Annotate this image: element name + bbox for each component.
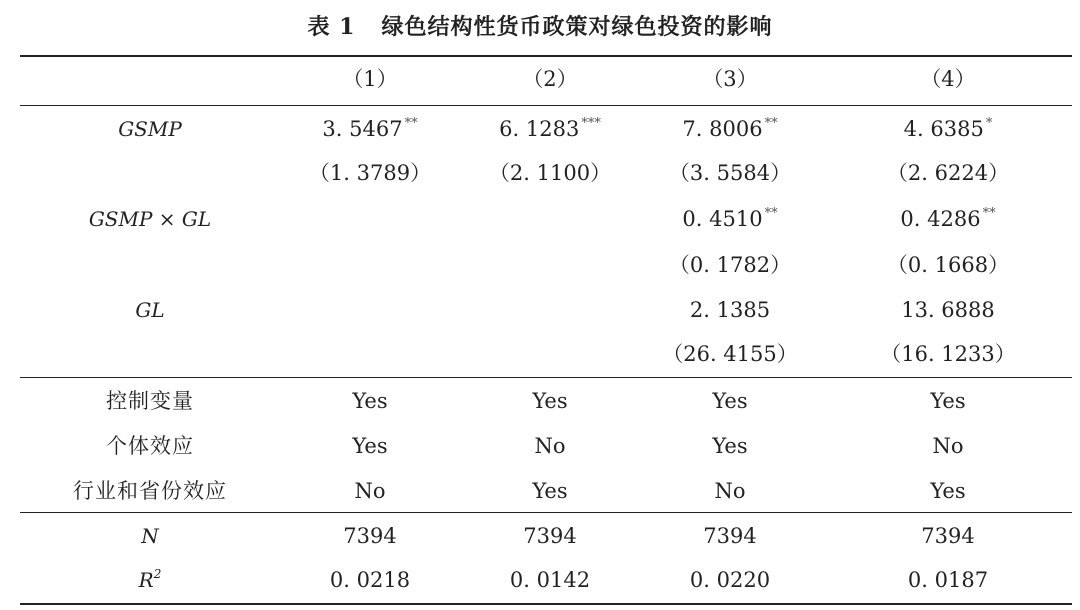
coef-cell: 0. 4286 **: [900, 206, 996, 231]
significance-stars: **: [764, 116, 778, 131]
std-error-cell: （26. 4155）: [662, 342, 798, 366]
coef-row-gl: [0, 288, 1080, 332]
table-title: 绿色结构性货币政策对绿色投资的影响: [381, 14, 773, 40]
std-error-cell: （0. 1668）: [886, 253, 1010, 277]
se-row-gsmp-gl: [0, 243, 1080, 287]
control-cell: Yes: [532, 389, 568, 413]
coef-cell: 13. 6888: [901, 298, 995, 322]
stat-cell: 7394: [523, 524, 577, 548]
table-number: 表 1: [307, 14, 356, 40]
coef-cell: [450, 288, 650, 332]
stat-cell: 0. 0187: [907, 568, 989, 592]
std-error-cell: [270, 332, 470, 376]
header-row: [0, 57, 1080, 101]
variable-label: GL: [135, 298, 165, 322]
column-header-2: （2）: [522, 67, 578, 91]
coef-row-gsmp-gl: [0, 197, 1080, 241]
std-error-cell: [270, 243, 470, 287]
stat-cell: 7394: [703, 524, 757, 548]
coef-cell: [270, 197, 470, 241]
column-header-4: （4）: [920, 67, 976, 91]
stat-cell: 0. 0220: [689, 568, 771, 592]
coef-cell: 3. 5467 **: [322, 116, 418, 141]
significance-stars: ***: [581, 116, 601, 131]
stats-rule: [20, 512, 1072, 513]
stat-cell: 0. 0218: [329, 568, 411, 592]
bottom-rule: [20, 603, 1072, 605]
control-row: [0, 379, 1080, 423]
superscript: 2: [153, 567, 162, 581]
significance-stars: **: [982, 206, 996, 221]
std-error-cell: （2. 1100）: [488, 161, 612, 185]
stat-row-r2: [0, 558, 1080, 602]
std-error-cell: [450, 243, 650, 287]
coef-row-gsmp: [0, 107, 1080, 151]
column-header-3: （3）: [702, 67, 758, 91]
significance-stars: **: [404, 116, 418, 131]
se-row-gsmp: [0, 151, 1080, 195]
control-cell: Yes: [930, 389, 966, 413]
control-cell: Yes: [352, 434, 388, 458]
stat-label: $R^2$: [138, 567, 162, 592]
coef-cell: [270, 288, 470, 332]
control-cell: Yes: [930, 479, 966, 503]
control-cell: Yes: [352, 389, 388, 413]
significance-stars: *: [985, 116, 993, 131]
control-label: 行业和省份效应: [73, 479, 227, 503]
column-header-1: （1）: [342, 67, 398, 91]
std-error-cell: （3. 5584）: [668, 161, 792, 185]
variable-label: GSMP × GL: [88, 207, 212, 231]
variable-label: GSMP: [118, 117, 182, 141]
stat-row-n: [0, 514, 1080, 558]
std-error-cell: （1. 3789）: [308, 161, 432, 185]
coef-cell: 7. 8006 **: [682, 116, 778, 141]
control-label: 控制变量: [106, 389, 194, 413]
table-caption: [0, 10, 1080, 44]
control-cell: No: [354, 479, 386, 503]
std-error-cell: （16. 1233）: [880, 342, 1016, 366]
significance-stars: **: [764, 206, 778, 221]
se-row-gl: [0, 332, 1080, 376]
control-cell: No: [534, 434, 566, 458]
coef-cell: 4. 6385 *: [903, 116, 993, 141]
control-cell: Yes: [532, 479, 568, 503]
control-row: [0, 424, 1080, 468]
control-label: 个体效应: [106, 434, 194, 458]
control-row: [0, 469, 1080, 513]
control-cell: No: [714, 479, 746, 503]
stat-label: N: [141, 524, 159, 548]
std-error-cell: （2. 6224）: [886, 161, 1010, 185]
controls-rule: [20, 377, 1072, 378]
stat-cell: 7394: [343, 524, 397, 548]
header-rule: [20, 105, 1072, 106]
coef-cell: 2. 1385: [689, 298, 771, 322]
std-error-cell: [450, 332, 650, 376]
stat-cell: 7394: [921, 524, 975, 548]
control-cell: No: [932, 434, 964, 458]
coef-cell: [450, 197, 650, 241]
stat-cell: 0. 0142: [509, 568, 591, 592]
coef-cell: 6. 1283 ***: [499, 116, 601, 141]
std-error-cell: （0. 1782）: [668, 253, 792, 277]
control-cell: Yes: [712, 389, 748, 413]
control-cell: Yes: [712, 434, 748, 458]
coef-cell: 0. 4510 **: [682, 206, 778, 231]
